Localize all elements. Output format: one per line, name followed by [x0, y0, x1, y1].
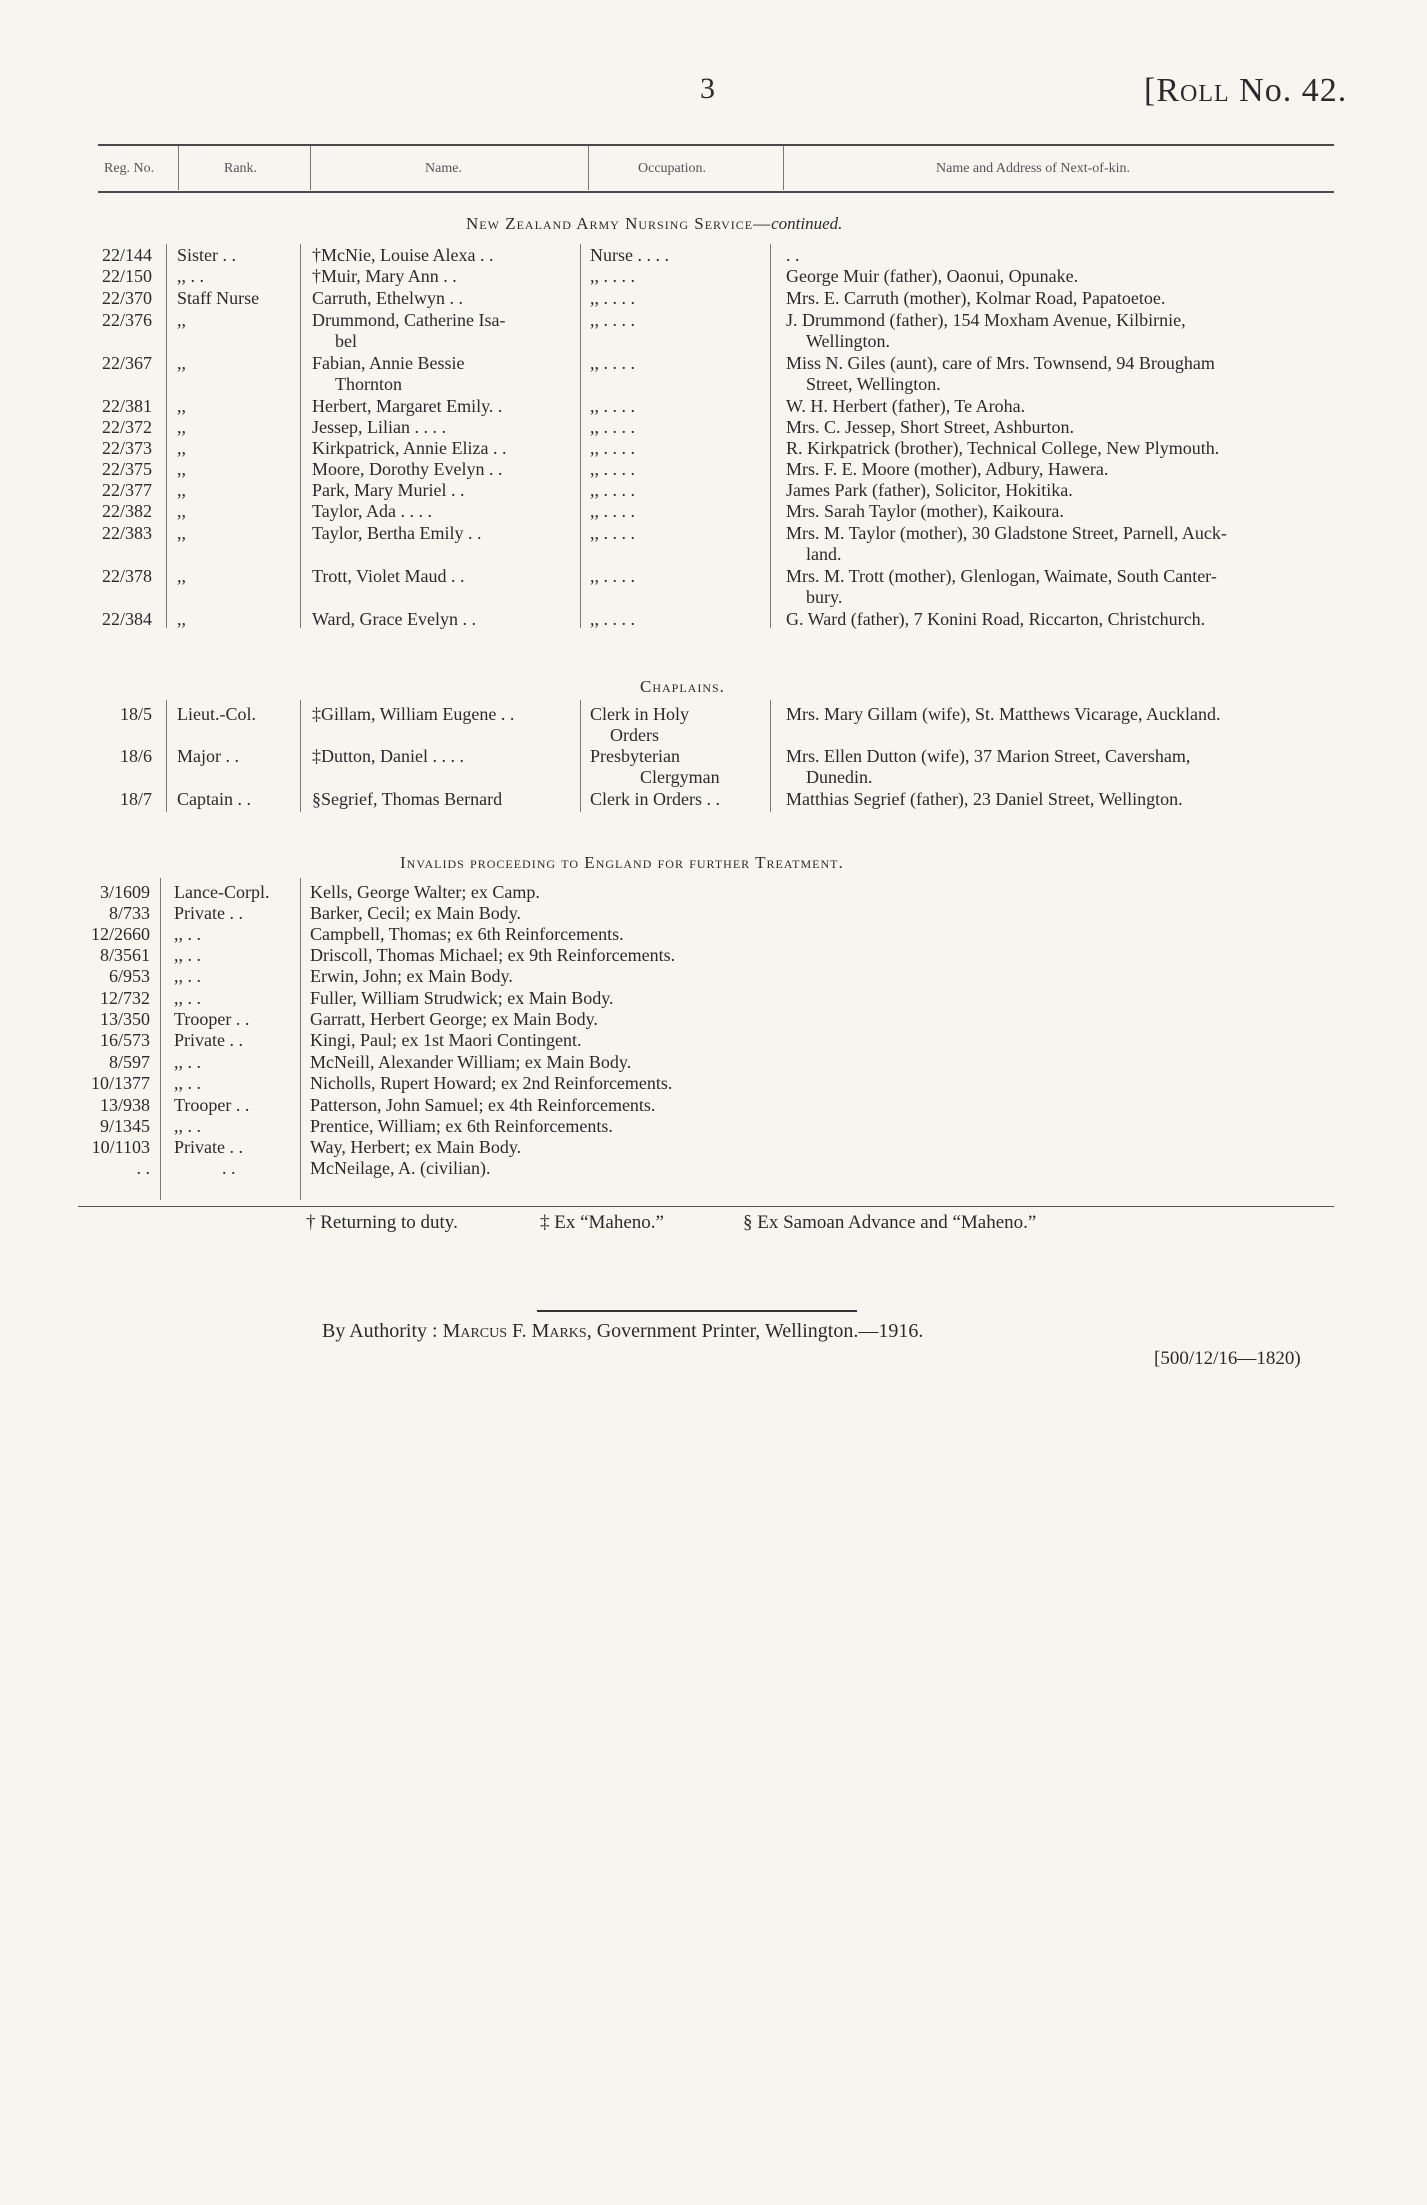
table-row-occupation: ,, . . . . [590, 310, 635, 330]
table-row-rank: ,, [177, 438, 186, 458]
table-row-next-of-kin-cont: Wellington. [806, 331, 891, 351]
list-item-rank: ,, . . [174, 966, 201, 986]
authority-rule [537, 1310, 857, 1312]
table-row-occupation-cont: Clergyman [640, 767, 720, 787]
table-row-rank: ,, [177, 396, 186, 416]
table-row-occupation: ,, . . . . [590, 396, 635, 416]
footnote-double-dagger: ‡ Ex “Maheno.” [540, 1212, 664, 1233]
footnote-section: § Ex Samoan Advance and “Maheno.” [743, 1212, 1037, 1233]
authority-prefix: By Authority : [322, 1320, 438, 1342]
list-item-reg: 6/953 [108, 966, 150, 986]
table-row-name: ‡Gillam, William Eugene . . [312, 704, 515, 724]
col-header-reg: Reg. No. [104, 161, 155, 176]
table-row-reg: 22/382 [101, 501, 152, 521]
table-row-occupation: ,, . . . . [590, 459, 635, 479]
list-item-reg: 16/573 [99, 1030, 150, 1050]
table-row-reg: 22/378 [101, 566, 152, 586]
list-item-reg: 8/733 [108, 903, 150, 923]
footer-rule [78, 1206, 1334, 1207]
list-item-reg: 8/597 [108, 1052, 150, 1072]
col-divider [770, 244, 771, 628]
table-row-next-of-kin: Mrs. Mary Gillam (wife), St. Matthews Vicarage, Auckland. [786, 704, 1221, 724]
table-row-rank: Lieut.-Col. [177, 704, 256, 724]
table-row-rank: ,, [177, 523, 186, 543]
table-row-reg: 22/150 [101, 266, 152, 286]
table-row-next-of-kin: George Muir (father), Oaonui, Opunake. [786, 266, 1079, 286]
list-item-rank: ,, . . [174, 1052, 201, 1072]
table-row-next-of-kin-cont: Dunedin. [806, 767, 873, 787]
col-divider [310, 146, 311, 190]
header-rule-bottom [98, 191, 1334, 193]
table-row-next-of-kin: Mrs. M. Trott (mother), Glenlogan, Waimate, South Canter- [786, 566, 1217, 586]
list-item-rank: ,, . . [174, 988, 201, 1008]
table-row-occupation: ,, . . . . [590, 480, 635, 500]
col-divider [160, 878, 161, 1200]
page-number: 3 [700, 72, 715, 105]
table-row-next-of-kin: J. Drummond (father), 154 Moxham Avenue, Kilbirnie, [786, 310, 1186, 330]
table-row-name: †Muir, Mary Ann . . [312, 266, 457, 286]
table-row-occupation: ,, . . . . [590, 438, 635, 458]
table-row-rank: Sister . . [177, 245, 237, 265]
col-divider [178, 146, 179, 190]
list-item-rank: Private . . [174, 903, 243, 923]
list-item-reg: 10/1377 [90, 1073, 150, 1093]
table-row-rank: ,, [177, 310, 186, 330]
list-item-desc: Garratt, Herbert George; ex Main Body. [310, 1009, 598, 1029]
table-row-occupation: ,, . . . . [590, 609, 635, 629]
table-row-reg: 22/370 [101, 288, 152, 308]
authority-suffix: , Government Printer, Wellington.—1916. [586, 1320, 924, 1342]
table-row-next-of-kin: Miss N. Giles (aunt), care of Mrs. Townsend, 94 Brougham [786, 353, 1215, 373]
table-row-reg: 22/377 [101, 480, 152, 500]
table-row-next-of-kin: Mrs. Sarah Taylor (mother), Kaikoura. [786, 501, 1064, 521]
table-row-occupation: Nurse . . . . [590, 245, 669, 265]
table-row-occupation-cont: Orders [610, 725, 659, 745]
table-row-reg: 22/376 [101, 310, 152, 330]
table-row-next-of-kin: Mrs. M. Taylor (mother), 30 Gladstone Street, Parnell, Auck- [786, 523, 1227, 543]
col-divider [588, 146, 589, 190]
section-title-invalids: Invalids proceeding to England for further Treatment. [400, 853, 844, 872]
table-row-next-of-kin: Mrs. E. Carruth (mother), Kolmar Road, Papatoetoe. [786, 288, 1166, 308]
table-row-occupation: Clerk in Orders . . [590, 789, 720, 809]
table-row-reg: 18/6 [119, 746, 152, 766]
table-row-name: §Segrief, Thomas Bernard [312, 789, 503, 809]
col-divider [300, 878, 301, 1200]
list-item-reg: 13/938 [99, 1095, 150, 1115]
table-row-rank: Major . . [177, 746, 239, 766]
col-header-next-of-kin: Name and Address of Next-of-kin. [936, 161, 1131, 176]
list-item-rank: . . [222, 1158, 236, 1178]
list-item-desc: Kells, George Walter; ex Camp. [310, 882, 540, 902]
list-item-rank: Trooper . . [174, 1095, 250, 1115]
col-divider [166, 700, 167, 812]
table-row-next-of-kin: Mrs. C. Jessep, Short Street, Ashburton. [786, 417, 1074, 437]
section-title-chaplains: Chaplains. [640, 677, 725, 696]
col-divider [770, 700, 771, 812]
table-row-next-of-kin: R. Kirkpatrick (brother), Technical College, New Plymouth. [786, 438, 1220, 458]
list-item-desc: Fuller, William Strudwick; ex Main Body. [310, 988, 614, 1008]
table-row-next-of-kin: Mrs. F. E. Moore (mother), Adbury, Hawera. [786, 459, 1109, 479]
list-item-desc: Prentice, William; ex 6th Reinforcements. [310, 1116, 613, 1136]
table-row-reg: 22/384 [101, 609, 152, 629]
table-row-next-of-kin-cont: Street, Wellington. [806, 374, 941, 394]
table-row-name: Drummond, Catherine Isa- [312, 310, 506, 330]
list-item-desc: Erwin, John; ex Main Body. [310, 966, 513, 986]
col-divider [166, 244, 167, 628]
col-divider [300, 244, 301, 628]
table-row-occupation: ,, . . . . [590, 523, 635, 543]
table-row-rank: ,, [177, 609, 186, 629]
table-row-rank: ,, . . [177, 266, 204, 286]
list-item-reg: . . [136, 1158, 150, 1178]
list-item-desc: Barker, Cecil; ex Main Body. [310, 903, 522, 923]
table-row-name: Taylor, Bertha Emily . . [312, 523, 482, 543]
table-row-name: Park, Mary Muriel . . [312, 480, 465, 500]
col-divider [580, 244, 581, 628]
table-row-name: ‡Dutton, Daniel . . . . [312, 746, 464, 766]
table-row-name: Fabian, Annie Bessie [312, 353, 465, 373]
roll-no-value: No. 42. [1239, 72, 1348, 109]
list-item-rank: ,, . . [174, 945, 201, 965]
table-row-next-of-kin: . . [786, 245, 800, 265]
table-row-reg: 22/372 [101, 417, 152, 437]
list-item-reg: 13/350 [99, 1009, 150, 1029]
list-item-rank: Private . . [174, 1137, 243, 1157]
table-row-reg: 22/367 [101, 353, 152, 373]
list-item-reg: 8/3561 [99, 945, 150, 965]
printer-name: Marcus F. Marks [442, 1320, 587, 1342]
table-row-name: Ward, Grace Evelyn . . [312, 609, 476, 629]
roll-bracket: [ [1144, 72, 1157, 109]
list-item-reg: 3/1609 [99, 882, 150, 902]
table-row-name: †McNie, Louise Alexa . . [312, 245, 494, 265]
table-row-reg: 22/144 [101, 245, 152, 265]
list-item-rank: Private . . [174, 1030, 243, 1050]
table-row-reg: 18/7 [119, 789, 152, 809]
col-divider [783, 146, 784, 190]
list-item-desc: Campbell, Thomas; ex 6th Reinforcements. [310, 924, 624, 944]
table-row-name: Taylor, Ada . . . . [312, 501, 432, 521]
table-row-rank: ,, [177, 417, 186, 437]
table-row-next-of-kin: W. H. Herbert (father), Te Aroha. [786, 396, 1026, 416]
header-rule-top [98, 144, 1334, 146]
list-item-desc: Way, Herbert; ex Main Body. [310, 1137, 522, 1157]
list-item-rank: ,, . . [174, 924, 201, 944]
table-row-name: Jessep, Lilian . . . . [312, 417, 446, 437]
col-divider [580, 700, 581, 812]
table-row-next-of-kin: James Park (father), Solicitor, Hokitika. [786, 480, 1073, 500]
table-row-occupation: ,, . . . . [590, 417, 635, 437]
table-row-next-of-kin-cont: bury. [806, 587, 843, 607]
list-item-reg: 9/1345 [99, 1116, 150, 1136]
list-item-rank: ,, . . [174, 1073, 201, 1093]
table-row-rank: ,, [177, 501, 186, 521]
table-row-reg: 18/5 [119, 704, 152, 724]
list-item-reg: 12/732 [99, 988, 150, 1008]
table-row-name: Trott, Violet Maud . . [312, 566, 465, 586]
table-row-name: Herbert, Margaret Emily. . [312, 396, 503, 416]
list-item-desc: Nicholls, Rupert Howard; ex 2nd Reinforcements. [310, 1073, 673, 1093]
list-item-desc: McNeilage, A. (civilian). [310, 1158, 491, 1178]
list-item-rank: ,, . . [174, 1116, 201, 1136]
table-row-occupation: ,, . . . . [590, 501, 635, 521]
print-code: [500/12/16—1820) [1154, 1348, 1301, 1369]
col-header-rank: Rank. [224, 161, 258, 176]
table-row-rank: ,, [177, 353, 186, 373]
table-row-occupation: Presbyterian [590, 746, 680, 766]
col-divider [300, 700, 301, 812]
footnote-dagger: † Returning to duty. [306, 1212, 458, 1233]
list-item-desc: Patterson, John Samuel; ex 4th Reinforcements. [310, 1095, 656, 1115]
table-row-occupation: ,, . . . . [590, 353, 635, 373]
table-row-occupation: ,, . . . . [590, 566, 635, 586]
list-item-desc: Kingi, Paul; ex 1st Maori Contingent. [310, 1030, 582, 1050]
authority-line [322, 1320, 923, 1343]
table-row-name: Kirkpatrick, Annie Eliza . . [312, 438, 507, 458]
table-row-reg: 22/383 [101, 523, 152, 543]
table-row-occupation: Clerk in Holy [590, 704, 689, 724]
list-item-reg: 12/2660 [90, 924, 150, 944]
table-row-occupation: ,, . . . . [590, 288, 635, 308]
table-row-rank: Staff Nurse [177, 288, 260, 308]
list-item-rank: Trooper . . [174, 1009, 250, 1029]
col-header-occupation: Occupation. [638, 161, 707, 176]
table-row-rank: ,, [177, 480, 186, 500]
table-row-next-of-kin: Mrs. Ellen Dutton (wife), 37 Marion Street, Caversham, [786, 746, 1191, 766]
table-row-name: Moore, Dorothy Evelyn . . [312, 459, 503, 479]
table-row-rank: ,, [177, 566, 186, 586]
table-row-name-cont: bel [335, 331, 357, 351]
table-row-reg: 22/381 [101, 396, 152, 416]
table-row-name-cont: Thornton [335, 374, 402, 394]
table-row-rank: Captain . . [177, 789, 251, 809]
table-row-name: Carruth, Ethelwyn . . [312, 288, 463, 308]
table-row-rank: ,, [177, 459, 186, 479]
list-item-desc: Driscoll, Thomas Michael; ex 9th Reinforcements. [310, 945, 676, 965]
table-row-reg: 22/373 [101, 438, 152, 458]
list-item-desc: McNeill, Alexander William; ex Main Body. [310, 1052, 632, 1072]
col-header-name: Name. [425, 161, 462, 176]
section-title-nursing: New Zealand Army Nursing Service—continued. [466, 214, 843, 233]
list-item-rank: Lance-Corpl. [174, 882, 270, 902]
roll-word: Roll [1156, 72, 1230, 109]
table-row-occupation: ,, . . . . [590, 266, 635, 286]
table-row-next-of-kin: G. Ward (father), 7 Konini Road, Riccarton, Christchurch. [786, 609, 1206, 629]
table-row-reg: 22/375 [101, 459, 152, 479]
list-item-reg: 10/1103 [91, 1137, 150, 1157]
table-row-next-of-kin-cont: land. [806, 544, 842, 564]
roll-number [1144, 72, 1347, 110]
table-row-next-of-kin: Matthias Segrief (father), 23 Daniel Street, Wellington. [786, 789, 1183, 809]
